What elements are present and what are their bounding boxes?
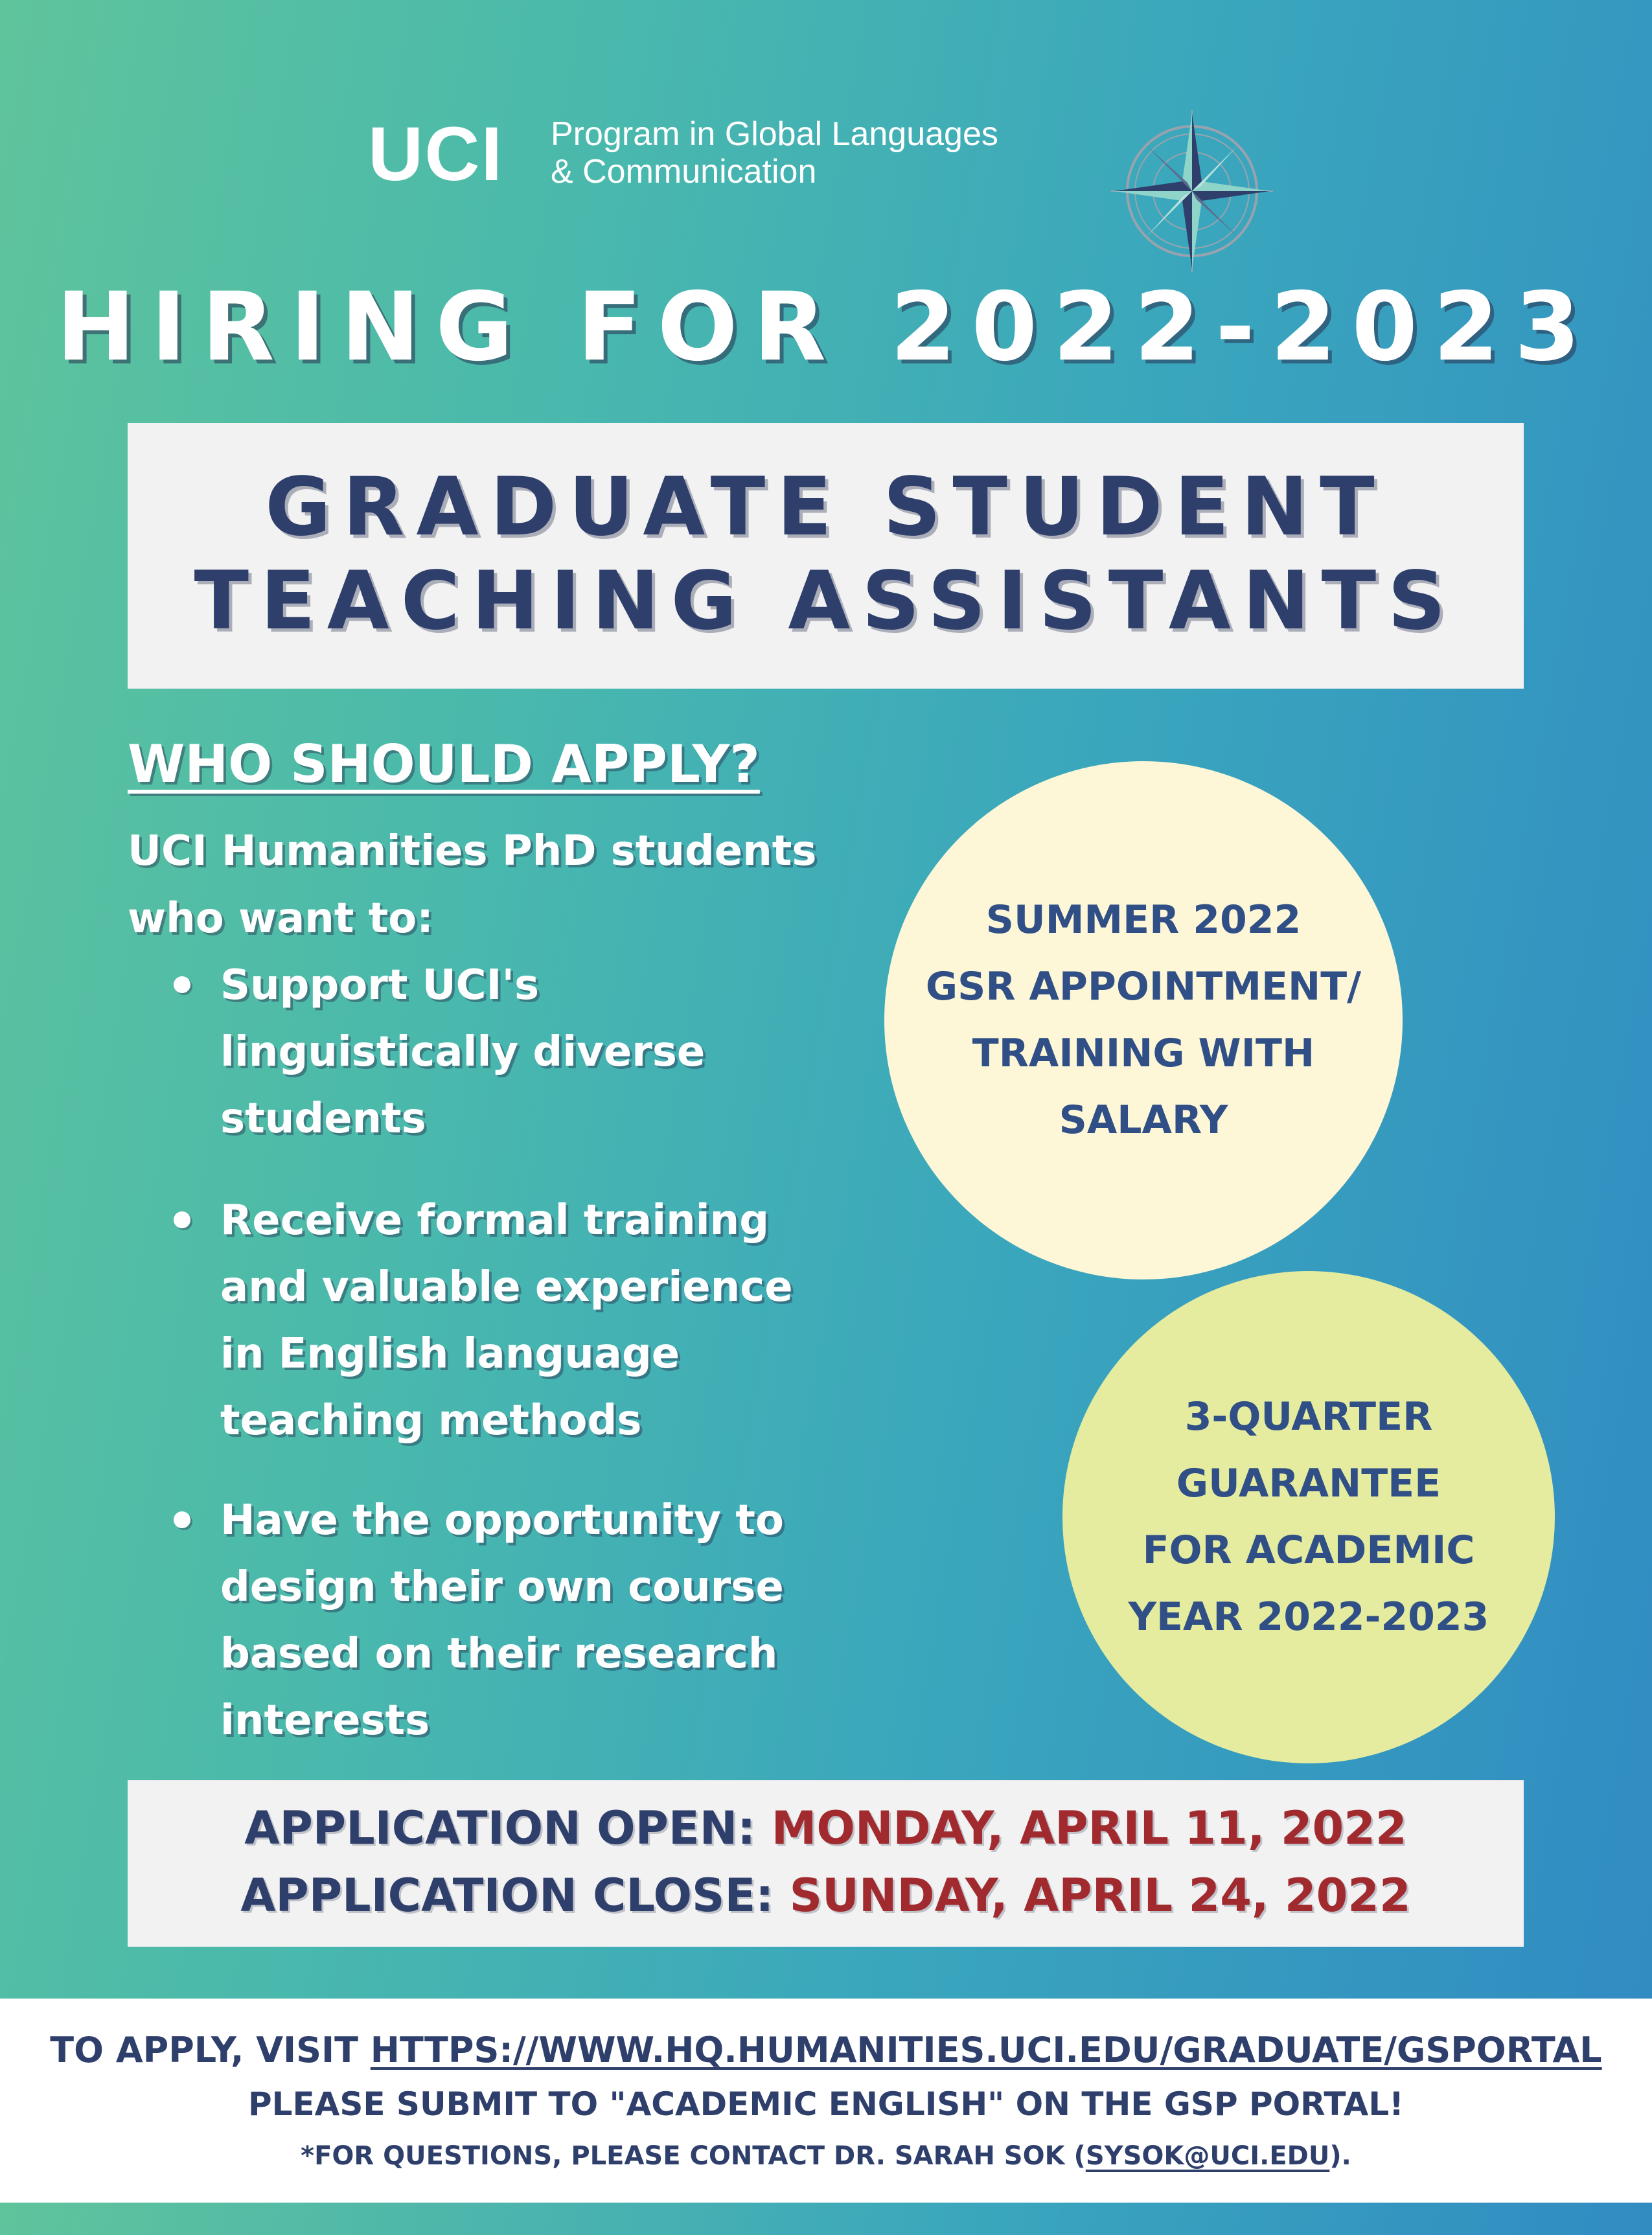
list-item-line: linguistically diverse <box>220 1028 706 1076</box>
position-title-line1: GRADUATE STUDENT <box>265 461 1386 554</box>
list-item-line: students <box>220 1095 426 1143</box>
intro-line2: who want to: <box>128 895 433 943</box>
circle-text-line: TRAINING WITH <box>972 1031 1315 1076</box>
intro-line1: UCI Humanities PhD students <box>128 827 817 875</box>
application-close-label: APPLICATION CLOSE: <box>240 1869 774 1922</box>
list-item-line: teaching methods <box>220 1397 642 1445</box>
contact-prefix: *FOR QUESTIONS, PLEASE CONTACT DR. SARAH SOK ( <box>301 2141 1086 2171</box>
bullet-dot <box>174 1511 190 1528</box>
list-item-line: Receive formal training <box>220 1197 769 1244</box>
uci-logo: UCI <box>368 111 504 197</box>
list-item-line: Have the opportunity to <box>220 1496 784 1544</box>
list-item-line: and valuable experience <box>220 1263 793 1311</box>
position-title-line2: TEACHING ASSISTANTS <box>194 555 1458 648</box>
bullet-dot <box>174 976 190 993</box>
list-item-line: interests <box>220 1697 430 1745</box>
list-item-line: Support UCI's <box>220 961 540 1009</box>
application-close-date: SUNDAY, APRIL 24, 2022 <box>789 1869 1411 1922</box>
apply-instructions <box>0 2024 1652 2076</box>
contact-email-link[interactable]: SYSOK@UCI.EDU <box>1085 2141 1330 2171</box>
hiring-heading: HIRING FOR 2022-2023 <box>56 272 1596 382</box>
compass-icon <box>1105 104 1279 279</box>
list-item-line: based on their research <box>220 1630 778 1678</box>
application-open-label: APPLICATION OPEN: <box>244 1802 756 1855</box>
apply-prefix: TO APPLY, VISIT <box>50 2030 358 2070</box>
application-open-line <box>128 1796 1524 1861</box>
bottom-gradient-strip <box>0 2203 1652 2235</box>
footer <box>0 1999 1652 2203</box>
position-title-box <box>128 423 1524 689</box>
apply-url-link[interactable]: HTTPS://WWW.HQ.HUMANITIES.UCI.EDU/GRADUATE/GSPORTAL <box>370 2030 1602 2070</box>
who-should-apply-heading: WHO SHOULD APPLY? <box>128 734 760 794</box>
program-name <box>551 115 1069 190</box>
who-should-apply-intro <box>128 818 905 952</box>
contact-info <box>0 2135 1652 2177</box>
guarantee-circle <box>1062 1271 1555 1763</box>
program-name-line2: & Communication <box>551 153 817 190</box>
circle-text-line: YEAR 2022-2023 <box>1128 1594 1489 1640</box>
circle-text-line: FOR ACADEMIC <box>1142 1528 1475 1573</box>
contact-suffix: ). <box>1329 2141 1351 2171</box>
list-item-line: design their own course <box>220 1563 784 1611</box>
circle-text-line: SUMMER 2022 <box>985 897 1302 943</box>
application-dates-box <box>128 1780 1524 1947</box>
list-item <box>220 1187 907 1454</box>
list-item <box>220 952 907 1152</box>
bullet-dot <box>174 1211 190 1228</box>
circle-text-line: 3-QUARTER <box>1184 1394 1433 1439</box>
summer-appointment-circle <box>884 761 1403 1279</box>
application-open-date: MONDAY, APRIL 11, 2022 <box>771 1802 1407 1855</box>
list-item-line: in English language <box>220 1330 680 1378</box>
submit-note: PLEASE SUBMIT TO "ACADEMIC ENGLISH" ON THE GSP PORTAL! <box>248 2085 1404 2123</box>
circle-text-line: SALARY <box>1059 1097 1228 1143</box>
circle-text-line: GUARANTEE <box>1176 1461 1441 1506</box>
application-close-line <box>128 1863 1524 1928</box>
program-name-line1: Program in Global Languages <box>551 115 998 153</box>
circle-text-line: GSR APPOINTMENT/ <box>925 964 1362 1009</box>
list-item <box>220 1487 907 1754</box>
